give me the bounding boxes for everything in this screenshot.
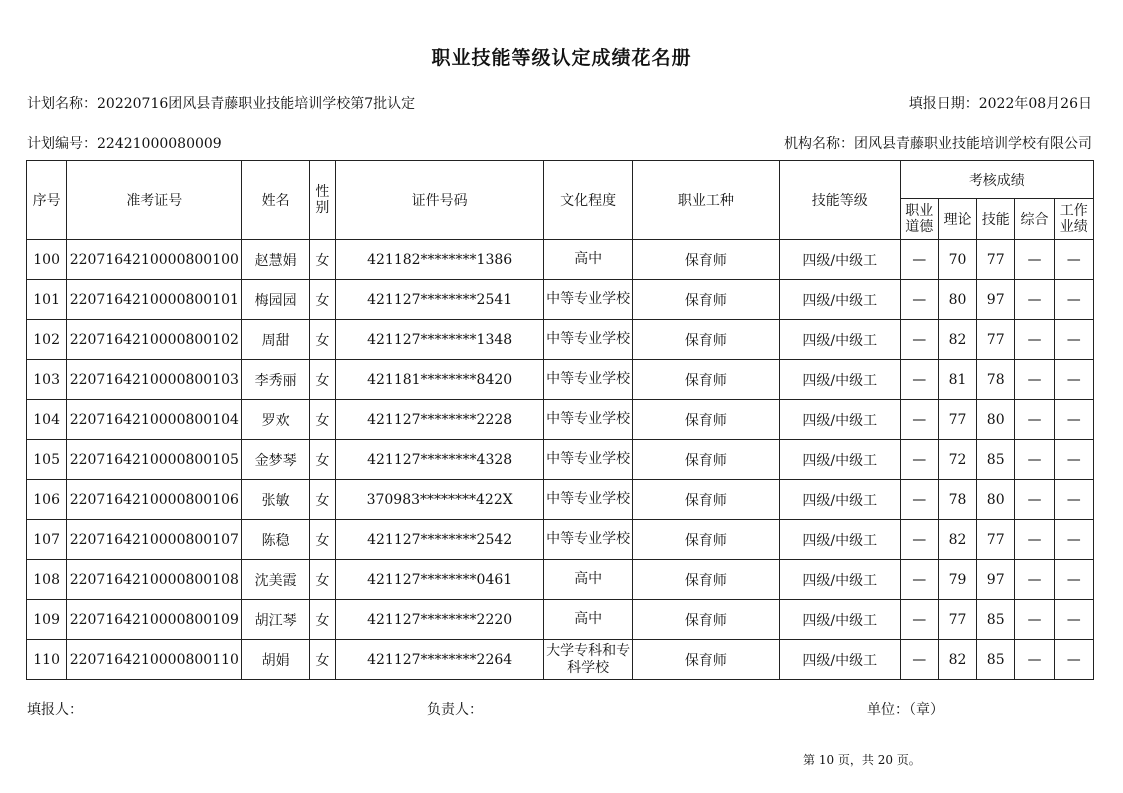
table-row [27, 560, 1094, 600]
cell-theory: 82 [938, 320, 976, 360]
cell-id: 421127********2541 [335, 280, 543, 320]
cell-job: 保育师 [632, 440, 779, 480]
cell-job: 保育师 [632, 360, 779, 400]
cell-skill: 85 [977, 600, 1015, 640]
cell-ticket: 2207164210000800108 [67, 560, 242, 600]
cell-edu: 中等专业学校 [544, 280, 633, 320]
cell-edu: 高中 [544, 560, 633, 600]
cell-ticket: 2207164210000800102 [67, 320, 242, 360]
cell-name: 金梦琴 [242, 440, 309, 480]
cell-work: — [1054, 360, 1093, 400]
cell-skill: 85 [977, 440, 1015, 480]
header-theory: 理论 [938, 199, 976, 240]
cell-level: 四级/中级工 [779, 560, 900, 600]
header-name: 姓名 [242, 161, 309, 240]
cell-theory: 72 [938, 440, 976, 480]
cell-job: 保育师 [632, 520, 779, 560]
cell-comprehensive: — [1015, 360, 1054, 400]
cell-name: 沈美霞 [242, 560, 309, 600]
cell-seq: 105 [27, 440, 67, 480]
cell-work: — [1054, 480, 1093, 520]
cell-seq: 102 [27, 320, 67, 360]
cell-work: — [1054, 280, 1093, 320]
cell-name: 周甜 [242, 320, 309, 360]
cell-id: 421127********2264 [335, 640, 543, 680]
cell-edu: 中等专业学校 [544, 440, 633, 480]
unit-seal-label: 单位：（章） [867, 702, 944, 718]
plan-code: 计划编号：22421000080009 [27, 136, 222, 152]
cell-ethics: — [900, 280, 938, 320]
table-row [27, 600, 1094, 640]
cell-skill: 80 [977, 480, 1015, 520]
cell-theory: 77 [938, 400, 976, 440]
cell-gender: 女 [309, 360, 335, 400]
cell-skill: 78 [977, 360, 1015, 400]
cell-work: — [1054, 400, 1093, 440]
cell-level: 四级/中级工 [779, 520, 900, 560]
cell-ethics: — [900, 320, 938, 360]
org-name: 机构名称：团风县青藤职业技能培训学校有限公司 [784, 136, 1092, 152]
cell-id: 421127********2542 [335, 520, 543, 560]
cell-seq: 100 [27, 240, 67, 280]
cell-ethics: — [900, 640, 938, 680]
cell-seq: 103 [27, 360, 67, 400]
cell-skill: 97 [977, 280, 1015, 320]
cell-edu: 大学专科和专科学校 [544, 640, 633, 680]
fill-date: 填报日期：2022年08月26日 [908, 96, 1092, 112]
cell-skill: 97 [977, 560, 1015, 600]
cell-ticket: 2207164210000800101 [67, 280, 242, 320]
cell-gender: 女 [309, 240, 335, 280]
cell-job: 保育师 [632, 600, 779, 640]
table-row [27, 280, 1094, 320]
cell-comprehensive: — [1015, 520, 1054, 560]
cell-gender: 女 [309, 440, 335, 480]
cell-ticket: 2207164210000800110 [67, 640, 242, 680]
cell-name: 罗欢 [242, 400, 309, 440]
cell-level: 四级/中级工 [779, 600, 900, 640]
cell-edu: 中等专业学校 [544, 320, 633, 360]
filler-label: 填报人： [27, 702, 83, 718]
cell-seq: 106 [27, 480, 67, 520]
cell-name: 张敏 [242, 480, 309, 520]
cell-comprehensive: — [1015, 480, 1054, 520]
cell-gender: 女 [309, 480, 335, 520]
cell-ethics: — [900, 360, 938, 400]
cell-theory: 80 [938, 280, 976, 320]
header-ticket: 准考证号 [67, 161, 242, 240]
cell-edu: 中等专业学校 [544, 520, 633, 560]
cell-edu: 高中 [544, 600, 633, 640]
table-row [27, 520, 1094, 560]
cell-seq: 110 [27, 640, 67, 680]
header-ethics: 职业道德 [900, 199, 938, 240]
cell-job: 保育师 [632, 240, 779, 280]
header-gender: 性别 [309, 161, 335, 240]
cell-work: — [1054, 640, 1093, 680]
cell-edu: 中等专业学校 [544, 480, 633, 520]
cell-id: 421182********1386 [335, 240, 543, 280]
score-roster-table [26, 160, 1094, 680]
cell-work: — [1054, 440, 1093, 480]
cell-theory: 82 [938, 640, 976, 680]
cell-job: 保育师 [632, 280, 779, 320]
cell-comprehensive: — [1015, 280, 1054, 320]
cell-work: — [1054, 240, 1093, 280]
cell-gender: 女 [309, 520, 335, 560]
cell-comprehensive: — [1015, 320, 1054, 360]
cell-ethics: — [900, 480, 938, 520]
cell-gender: 女 [309, 640, 335, 680]
cell-theory: 82 [938, 520, 976, 560]
cell-theory: 78 [938, 480, 976, 520]
cell-theory: 79 [938, 560, 976, 600]
cell-theory: 70 [938, 240, 976, 280]
cell-comprehensive: — [1015, 440, 1054, 480]
cell-level: 四级/中级工 [779, 440, 900, 480]
cell-theory: 81 [938, 360, 976, 400]
header-work: 工作业绩 [1054, 199, 1093, 240]
cell-theory: 77 [938, 600, 976, 640]
cell-skill: 85 [977, 640, 1015, 680]
table-row [27, 480, 1094, 520]
header-level: 技能等级 [779, 161, 900, 240]
header-seq: 序号 [27, 161, 67, 240]
cell-id: 421127********4328 [335, 440, 543, 480]
cell-ticket: 2207164210000800107 [67, 520, 242, 560]
cell-seq: 101 [27, 280, 67, 320]
cell-job: 保育师 [632, 320, 779, 360]
table-row [27, 440, 1094, 480]
cell-name: 李秀丽 [242, 360, 309, 400]
cell-job: 保育师 [632, 560, 779, 600]
cell-name: 梅园园 [242, 280, 309, 320]
cell-edu: 中等专业学校 [544, 400, 633, 440]
cell-comprehensive: — [1015, 400, 1054, 440]
table-row [27, 240, 1094, 280]
header-scores: 考核成绩 [900, 161, 1093, 199]
cell-ticket: 2207164210000800100 [67, 240, 242, 280]
cell-seq: 109 [27, 600, 67, 640]
cell-id: 421127********2228 [335, 400, 543, 440]
cell-ethics: — [900, 520, 938, 560]
cell-name: 赵慧娟 [242, 240, 309, 280]
cell-ticket: 2207164210000800106 [67, 480, 242, 520]
cell-edu: 中等专业学校 [544, 360, 633, 400]
cell-ticket: 2207164210000800104 [67, 400, 242, 440]
cell-work: — [1054, 560, 1093, 600]
cell-gender: 女 [309, 320, 335, 360]
header-id: 证件号码 [335, 161, 543, 240]
cell-level: 四级/中级工 [779, 280, 900, 320]
cell-ethics: — [900, 600, 938, 640]
cell-job: 保育师 [632, 480, 779, 520]
cell-seq: 108 [27, 560, 67, 600]
cell-work: — [1054, 320, 1093, 360]
cell-edu: 高中 [544, 240, 633, 280]
table-row [27, 640, 1094, 680]
cell-skill: 77 [977, 520, 1015, 560]
header-comprehensive: 综合 [1015, 199, 1054, 240]
page-indicator: 第 10 页，共 20 页。 [803, 753, 921, 767]
cell-ethics: — [900, 400, 938, 440]
cell-ticket: 2207164210000800103 [67, 360, 242, 400]
cell-job: 保育师 [632, 640, 779, 680]
cell-level: 四级/中级工 [779, 400, 900, 440]
header-skill: 技能 [977, 199, 1015, 240]
cell-level: 四级/中级工 [779, 360, 900, 400]
cell-name: 胡江琴 [242, 600, 309, 640]
cell-comprehensive: — [1015, 240, 1054, 280]
cell-ethics: — [900, 240, 938, 280]
plan-name: 计划名称：20220716团风县青藤职业技能培训学校第7批认定 [27, 96, 416, 112]
table-row [27, 320, 1094, 360]
cell-skill: 77 [977, 240, 1015, 280]
cell-id: 421127********1348 [335, 320, 543, 360]
cell-seq: 104 [27, 400, 67, 440]
cell-ethics: — [900, 440, 938, 480]
header-job: 职业工种 [632, 161, 779, 240]
cell-name: 陈稳 [242, 520, 309, 560]
cell-gender: 女 [309, 400, 335, 440]
header-edu: 文化程度 [544, 161, 633, 240]
cell-comprehensive: — [1015, 560, 1054, 600]
cell-job: 保育师 [632, 400, 779, 440]
table-row [27, 400, 1094, 440]
cell-skill: 77 [977, 320, 1015, 360]
roster-body [27, 240, 1094, 680]
cell-name: 胡娟 [242, 640, 309, 680]
cell-id: 421181********8420 [335, 360, 543, 400]
cell-ticket: 2207164210000800105 [67, 440, 242, 480]
cell-gender: 女 [309, 600, 335, 640]
responsible-label: 负责人： [427, 702, 483, 718]
cell-work: — [1054, 600, 1093, 640]
cell-level: 四级/中级工 [779, 240, 900, 280]
cell-id: 421127********2220 [335, 600, 543, 640]
cell-work: — [1054, 520, 1093, 560]
page-title: 职业技能等级认定成绩花名册 [431, 47, 692, 69]
cell-seq: 107 [27, 520, 67, 560]
cell-level: 四级/中级工 [779, 320, 900, 360]
cell-comprehensive: — [1015, 640, 1054, 680]
cell-ethics: — [900, 560, 938, 600]
cell-gender: 女 [309, 560, 335, 600]
cell-id: 370983********422X [335, 480, 543, 520]
cell-level: 四级/中级工 [779, 640, 900, 680]
cell-skill: 80 [977, 400, 1015, 440]
cell-comprehensive: — [1015, 600, 1054, 640]
cell-id: 421127********0461 [335, 560, 543, 600]
table-row [27, 360, 1094, 400]
cell-ticket: 2207164210000800109 [67, 600, 242, 640]
cell-level: 四级/中级工 [779, 480, 900, 520]
cell-gender: 女 [309, 280, 335, 320]
